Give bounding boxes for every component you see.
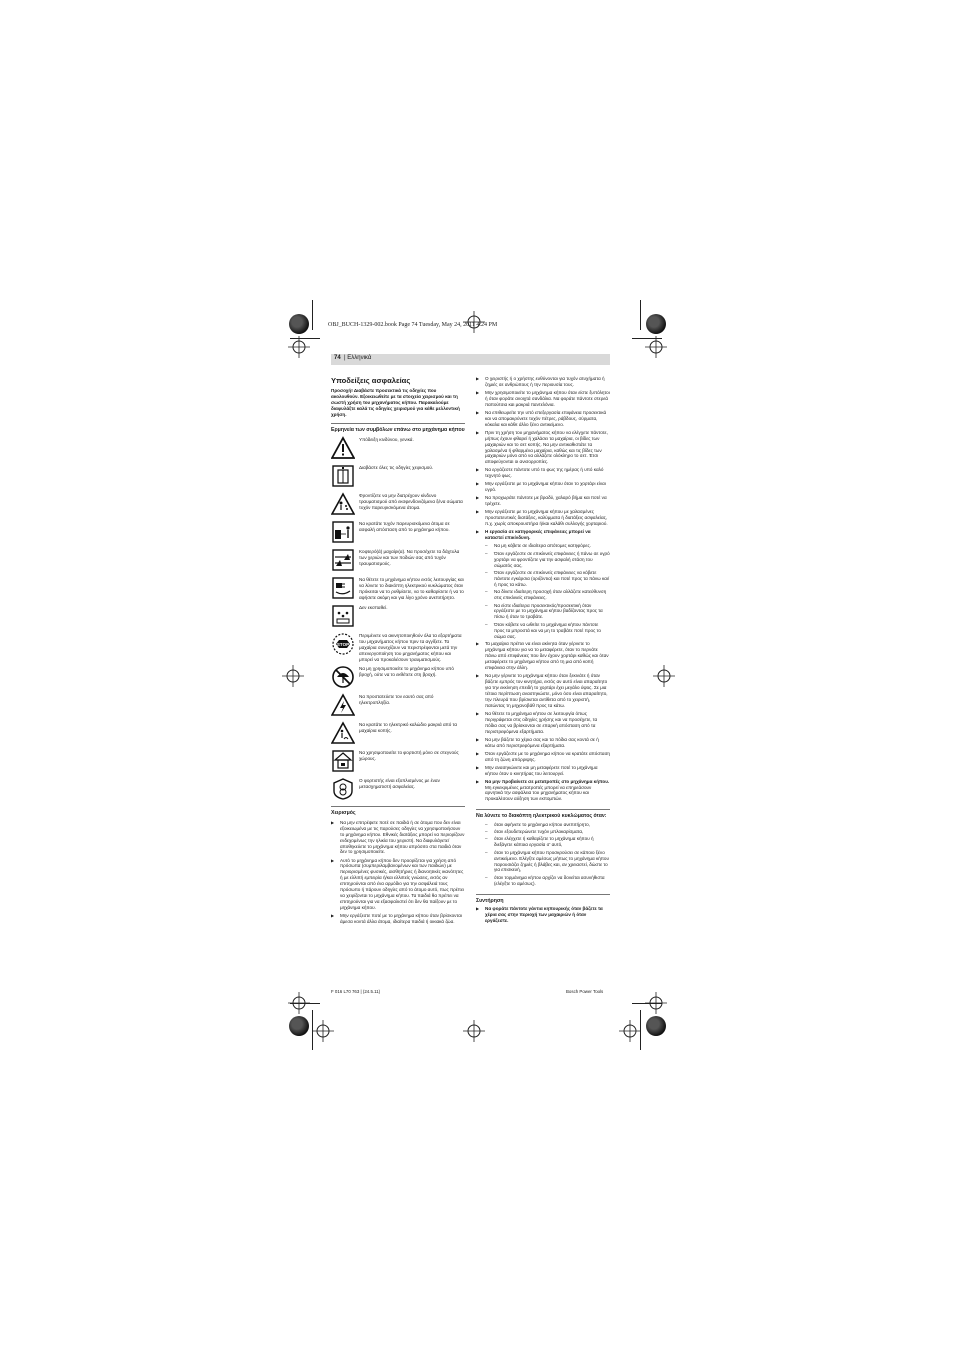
operation-item xyxy=(476,509,610,527)
dash-marker: – xyxy=(485,874,488,880)
symbol-description: Δεν εκσπαθεί. xyxy=(359,604,388,610)
handling-list xyxy=(331,820,465,925)
footer-code: F 016 L70 763 | (24.5.11) xyxy=(331,989,381,994)
page-header xyxy=(331,354,610,365)
symbol-description: Περιμένετε να ακινητοποιηθούν όλα τα εξαρτήματα του μηχανήματος κήπου πριν τα αγγίξετε. Τα μαχαίρια συνεχίζουν να περιστρέφονται μετά την απενεργοποίηση του μηχανήματος κήπου και μπορεί να προκαλέσουν τραυματισμούς. xyxy=(359,632,462,662)
footer-brand: Bosch Power Tools xyxy=(566,989,604,994)
page-number: 74 xyxy=(334,355,341,361)
slope-list xyxy=(476,543,610,639)
bullet-arrow-icon: ▶ xyxy=(476,481,480,487)
bullet-text: Να επιθεωρείτε την υπό επεξεργασία επιφάνεια προσεκτικά και να απομακρύνετε τυχόν πέτρες, ράβδους, σύρματα, κόκαλα και κάθε άλλο ξένο αντικείμενο. xyxy=(485,409,607,427)
switch-item xyxy=(485,875,610,887)
bullet-arrow-icon: ▶ xyxy=(476,376,480,381)
keep-distance-icon xyxy=(331,520,355,544)
no-rain-icon xyxy=(331,604,355,628)
dash-marker: – xyxy=(485,621,488,627)
bullet-text: Μην εργάζεστε με το μηχάνημα κήπου με χαλασμένες προστατευτικές διατάξεις, καλύμματα ή διατάξεις ασφαλείας, π.χ. χωρίς αποκρουστήρα ή/και καλάθι συλλογής χορταριού. xyxy=(485,509,608,527)
umbrella-icon xyxy=(331,665,355,689)
bullet-text: Μην ανασηκώνετε και μη μεταφέρετε ποτέ το μηχάνημα κήπου όταν ο κινητήρας του λειτουργεί. xyxy=(485,764,598,776)
registration-crosshair-icon xyxy=(645,992,667,1014)
safety-intro: Προσοχή! Διαβάστε προσεκτικά τις οδηγίες που ακολουθούν. Εξοικειωθείτε με τα στοιχεία χειρισμού και τη σωστή χρήση του μηχανήματος κήπου. Παρακαλούμε διαφυλάξτε καλά τις οδηγίες χειρισμού για κάθε μελλοντική χρήση. xyxy=(331,388,460,417)
bullet-text: Να φοράτε πάντοτε γάντια κηπουρικής όταν βάζετε τα χέρια σας στην περιοχή των μαχαιριών ή όταν εργάζεστε. xyxy=(485,906,603,923)
switch-item xyxy=(485,822,610,828)
bullet-text: Ο χειριστής ή ο χρήστης ευθύνονται για τυχόν ατυχήματα ή ζημιές σε ανθρώπους ή την περιουσία τους. xyxy=(485,376,605,387)
registration-crosshair-icon xyxy=(645,336,667,358)
registration-crosshair-icon xyxy=(288,992,310,1014)
bullet-text: Η εργασία σε κατηφορικές επιφάνειες μπορεί να καταστεί επικίνδυνη. xyxy=(485,529,591,541)
symbol-description: Φροντίζετε να μην διατρέχουν κίνδυνο τραυματισμού από εκσφενδονιζόμενα ξένα σώματα τυχόν παρευρισκόμενα άτομα. xyxy=(359,492,463,510)
bullet-arrow-icon: ▶ xyxy=(476,390,480,395)
switch-item xyxy=(485,836,610,848)
registration-crosshair-icon xyxy=(312,1020,334,1042)
operation-item xyxy=(476,467,610,479)
symbol-row xyxy=(331,721,465,746)
bullet-text: Αυτό το μηχάνημα κήπου δεν προορίζεται για χρήση από πρόσωπα (συμπεριλαμβανομένων και των παιδιών) με περιορισμένες φυσικές, αισθητήριες ή διανοητικές ικανότητες ή με ελλιπή εμπειρία ή/και ελλιπείς γνώσεις, εκτός αν επιτηρούνται από ένα αρμόδιο για την ασφάλειά τους πρόσωπο ή πάρουν οδηγίες από το άτομο αυτό, πως πρέπει να χειρίζονται το μηχάνημα κήπου. Τα παιδιά θα πρέπει να επιτηρούνται για να εξασφαλιστεί ότι δεν θα παίξουν με το μηχάνημα κήπου. xyxy=(340,857,465,910)
dash-marker: – xyxy=(485,821,488,827)
operation-item xyxy=(476,410,610,428)
crop-mark xyxy=(312,300,313,330)
slope-item xyxy=(485,589,610,601)
bullet-text: Να μην γέρνετε το μηχάνημα κήπου όταν ξεκινάτε ή όταν βάζετε εμπρός τον κινητήρα, εκτός αν αυτό είναι απαραίτητο για την εκκίνηση επειδή το χορτάρι έχει μεγάλο ύψος. Σε μια τέτοια περίπτωση αναστηκώστε, μόνο όσο είναι απαραίτητο, την πλευρά που βρίσκεται αντίθετα από το χειριστή, πατώντας τη μηχανοβάθ προς τα κάτω. xyxy=(485,673,608,708)
registration-crosshair-icon xyxy=(619,1020,641,1042)
symbol-description: Διαβάστε όλες τις οδηγίες χειρισμού. xyxy=(359,464,434,470)
operation-item xyxy=(476,481,610,493)
symbol-description: Να κρατάτε τυχόν παρευρισκόμενα άτομα σε ασφαλή απόσταση από το μηχάνημα κήπου. xyxy=(359,520,450,532)
thrown-objects-icon xyxy=(331,492,355,516)
operation-item xyxy=(476,673,610,708)
maintenance-list xyxy=(476,906,610,924)
bullet-arrow-icon: ▶ xyxy=(331,857,335,863)
dash-text: Να δίνετε ιδιαίτερη προσοχή όταν αλλάζετε κατεύθυνση στις επικλινείς επιφάνειες. xyxy=(494,589,607,601)
operation-item xyxy=(476,430,610,465)
bullet-arrow-icon: ▶ xyxy=(476,736,480,742)
symbol-description: Υπόδειξη κινδύνου, γενικά. xyxy=(359,436,414,442)
operation-item xyxy=(476,711,610,735)
dash-text: όταν το μηχάνημα κήπου προσκρούσει σε κάποιο ξένο αντικείμενο. Ελέγξτε αμέσως μήπως το μηχάνημα κήπου παρουσιάζει ζημιές ή βλάβες και, αν χρειαστεί, δώστε το για επισκευή, xyxy=(494,849,609,873)
operation-item xyxy=(476,529,610,541)
sharp-blades-icon xyxy=(331,548,355,572)
symbol-row xyxy=(331,665,465,690)
dash-text: όταν τορμάνημα κήπου αρχίζει να δονείται ασυνήθιστα (ελέγξτε το αμέσως). xyxy=(494,874,605,886)
bullet-arrow-icon: ▶ xyxy=(476,529,480,535)
dash-text: Να είστε ιδιαίτερα προσεκτικός/προσεκτική όταν εργάζεστε με το μηχάνημα κήπου βαδίζοντας προς τα πίσω ή όταν το τραβάτε. xyxy=(494,602,603,620)
warning-triangle-icon xyxy=(331,436,355,460)
operation-item xyxy=(476,495,610,507)
bullet-arrow-icon: ▶ xyxy=(476,906,480,912)
handling-item xyxy=(331,820,465,855)
handling-item xyxy=(331,858,465,911)
bullet-arrow-icon: ▶ xyxy=(476,778,480,784)
registration-crosshair-icon xyxy=(463,1020,485,1042)
switch-heading: Να λύνετε το διακόπτη ηλεκτρικού κυκλώματος όταν: xyxy=(476,809,610,819)
page-language: | Ελληνικά xyxy=(344,355,372,361)
symbol-row xyxy=(331,632,465,663)
switch-list xyxy=(476,822,610,887)
bullet-arrow-icon: ▶ xyxy=(476,467,480,473)
bullet-text: Να θέτετε το μηχάνημα κήπου σε λειτουργία όπως περιγράφεται στις οδηγίες χρήσης και να προσέχετε, τα πόδια σας να βρίσκονται σε επαρκή απόσταση από τα περιστρεφόμενα εξαρτήματα. xyxy=(485,710,598,734)
symbol-row xyxy=(331,777,465,802)
dash-text: όταν αφήνετε το μηχάνημα κήπου ανεπιτήρητο, xyxy=(494,821,590,827)
bullet-text: Να εργάζεστε πάντοτε υπό το φως της ημέρας ή υπό καλό τεχνητό φως. xyxy=(485,467,604,479)
switch-item xyxy=(485,850,610,874)
bullet-arrow-icon: ▶ xyxy=(476,764,480,770)
stop-rotation-icon xyxy=(331,632,355,656)
unplug-icon xyxy=(331,576,355,600)
symbol-row xyxy=(331,548,465,573)
registration-crosshair-icon xyxy=(288,336,310,358)
slope-item xyxy=(485,622,610,640)
crop-mark xyxy=(640,300,641,330)
bullet-arrow-icon: ▶ xyxy=(476,641,480,647)
cable-away-icon xyxy=(331,721,355,745)
right-column xyxy=(476,376,610,926)
switch-item xyxy=(485,829,610,835)
maintenance-item xyxy=(476,906,610,924)
symbol-row xyxy=(331,749,465,774)
bullet-arrow-icon: ▶ xyxy=(476,429,480,435)
symbol-row xyxy=(331,492,465,517)
dash-marker: – xyxy=(485,602,488,608)
slope-item xyxy=(485,603,610,621)
dash-marker: – xyxy=(485,849,488,855)
symbol-description: Να κρατάτε το ηλεκτρικό καλώδιο μακριά από τα μαχαίρια κοπής. xyxy=(359,722,458,734)
operation-item xyxy=(476,641,610,671)
bullet-arrow-icon: ▶ xyxy=(331,912,335,918)
symbol-description: Ο φορτιστής είναι εξοπλισμένος με έναν μετασχηματιστή ασφαλείας. xyxy=(359,778,440,790)
symbols-list xyxy=(331,436,465,803)
bullet-arrow-icon: ▶ xyxy=(476,409,480,415)
bullet-text: Μην εργάζεστε με το μηχάνημα κήπου όταν το χορτάρι είναι υγρό. xyxy=(485,481,606,493)
dash-text: όταν ελέγχετε ή καθαρίζετε το μηχάνημα κήπου ή διεξάγετε κάποια εργασία σ' αυτό, xyxy=(494,836,594,848)
bullet-arrow-icon: ▶ xyxy=(331,819,335,825)
dash-marker: – xyxy=(485,829,488,835)
dash-text: Όταν εργάζεστε σε επικλινείς επιφάνειες να κόβετε πάντοτε εγκάρσια (οριζόντια) και ποτέ προς τα πάνω και/ή προς τα κάτω. xyxy=(494,569,610,587)
dash-marker: – xyxy=(485,550,488,556)
bullet-text: Μην χρησιμοποιείτε το μηχάνημα κήπου όταν είστε ξυπόλητοι ή όταν φοράτε ανοιχτά σανδάλια. Να φοράτε πάντοτε στερεά παπούτσια και μακριά παντελόνια. xyxy=(485,390,610,407)
operation-item xyxy=(476,376,610,388)
indoor-charge-icon xyxy=(331,749,355,773)
svg-text:STOP: STOP xyxy=(336,641,350,647)
dash-marker: – xyxy=(485,569,488,575)
handling-item xyxy=(331,913,465,925)
left-column xyxy=(331,376,465,927)
operation-list-continued xyxy=(476,641,610,802)
bullet-text: Να μην επιτρέψετε ποτέ σε παιδιά ή σε άτομα που δεν είναι εξοικειωμένα με τις παρούσες οδηγίες να χρησιμοποιήσουν το μηχάνημα κήπου. Εθνικές διατάξεις μπορεί να περιορίζουν ενδεχομένως την ηλικία του χειριστή. Να διαφυλάγετε/αποθηκεύετε το μηχάνημα κήπου απρόσιτο στα παιδιά όταν δεν το χρησιμοποιείτε. xyxy=(340,819,465,855)
dash-marker: – xyxy=(485,543,488,549)
read-manual-icon xyxy=(331,464,355,488)
bullet-arrow-icon: ▶ xyxy=(476,673,480,679)
registration-dot xyxy=(289,314,309,334)
symbols-heading: Ερμηνεία των συμβόλων επάνω στο μηχάνημα κήπου xyxy=(331,423,465,433)
maintenance-heading: Συντήρηση xyxy=(476,894,610,904)
operation-item xyxy=(476,737,610,749)
bullet-text: Να προχωράτε πάντοτε με βραδύ, χαλαρό βήμα και ποτέ να τρέχετε. xyxy=(485,495,607,507)
operation-item xyxy=(476,765,610,777)
bullet-text: Μην εργάζεστε ποτέ με το μηχάνημα κήπου όταν βρίσκονται άμεσα κοντά άλλα άτομα, ιδιαίτερα παιδιά ή οικιακά ζώα. xyxy=(340,912,462,924)
symbol-row xyxy=(331,436,465,461)
bullet-text: Να μην βάζετε τα χέρια σας και τα πόδια σας κοντά σε ή κάτω από περιστρεφόμενα εξαρτήματα. xyxy=(485,736,599,748)
symbol-row xyxy=(331,604,465,629)
bullet-arrow-icon: ▶ xyxy=(476,495,480,501)
slope-item xyxy=(485,551,610,569)
proof-header: OBJ_BUCH-1329-002.book Page 74 Tuesday, May 24, 2011 4:24 PM xyxy=(328,322,498,328)
symbol-row xyxy=(331,693,465,718)
dash-text: Όταν κόβετε να ωθείτε το μηχάνημα κήπου πάντοτε προς τα μπροστά και να μη το τραβάτε ποτέ προς το σώμα σας. xyxy=(494,621,601,639)
double-insulation-icon xyxy=(331,777,355,801)
bullet-arrow-icon: ▶ xyxy=(476,509,480,515)
bullet-arrow-icon: ▶ xyxy=(476,710,480,716)
page-title: Υποδείξεις ασφαλείας xyxy=(331,376,411,385)
dash-text: Να μη κόβετε σε ιδιαίτερα απότομες κατηφόρες. xyxy=(494,543,591,549)
operation-list xyxy=(476,376,610,541)
symbol-description: Να θέτετε το μηχάνημα κήπου εκτός λειτουργίας και να λύνετε το διακόπτη ηλεκτρικού κυκλώματος όταν πρόκειται να το ρυθμίσετε, να το καθαρίσετε ή να το αφήσετε ακόμη και για λίγο χρόνο ανεπιτήρητο. xyxy=(359,576,464,600)
bullet-text: Τα μαχαίρια πρέπει να είναι ακίνητα όταν γέρνετε το μηχάνημα κήπου για να το μεταφέρετε, όταν το περνάτε πάνω από επιφάνειες που δεν έχουν χορτάρι καθώς και όταν μεταφέρετε το μηχάνημα κήπου από τη μια από κοπή επιφάνεια στην άλλη. xyxy=(485,641,609,671)
registration-dot xyxy=(646,314,666,334)
operation-item xyxy=(476,390,610,408)
bullet-text: Να μην προβαίνετε σε μετατροπές στο μηχάνημα κήπου. Μη εγκεκριμένες μετατροπές μπορεί να επηρεάσουν αρνητικά την ασφάλεια του μηχανήματος κήπου και προκαλέσουν αύξηση των εκπομπών. xyxy=(485,778,610,802)
dash-text: Όταν εργάζεστε σε επικλινείς επιφάνειες ή πάνω σε υγρό χορτάρι να φροντίζετε για την ασφαλή στάση του σώματός σας. xyxy=(494,550,610,568)
registration-dot xyxy=(646,1016,666,1036)
registration-crosshair-icon xyxy=(282,665,304,687)
dash-text: όταν εξουδετερώνετε τυχόν μπλοκαρίσματα, xyxy=(494,829,584,835)
dash-marker: – xyxy=(485,589,488,595)
dash-marker: – xyxy=(485,836,488,842)
slope-item xyxy=(485,570,610,588)
slope-item xyxy=(485,543,610,549)
electric-shock-icon xyxy=(331,693,355,717)
operation-item xyxy=(476,751,610,763)
symbol-row xyxy=(331,576,465,601)
registration-crosshair-icon xyxy=(653,665,675,687)
handling-heading: Χειρισμός xyxy=(331,806,465,816)
bullet-arrow-icon: ▶ xyxy=(476,750,480,756)
bullet-text: Πριν τη χρήση του μηχανήματος κήπου να ελέγχετε πάντοτε, μήπως έχουν φθαρεί ή χαλάσει τα μαχαίρια, οι βίδες των μαχαιριών και το σετ κοπής. Να μην αντικαθιστάτε τα χαλασμένα ή φθαρμένα μαχαίρια, καθώς και τις βίδες των μαχαιριών μόνο από να αλλάζετε ολόκληρο το σετ. Έτσι αποφεύγονται οι ανισορροπίες. xyxy=(485,429,608,465)
symbol-description: Να μη χρησιμοποιείτε το μηχάνημα κήπου υπό βροχή, ούτε να το εκθέτετε στη βροχή. xyxy=(359,666,454,678)
symbol-row xyxy=(331,520,465,545)
symbol-description: Να προστατεύετε τον εαυτό σας από ηλεκτροπληξία. xyxy=(359,694,434,706)
registration-dot xyxy=(289,1016,309,1036)
operation-item xyxy=(476,779,610,803)
symbol-description: Κοφτερό(ά) μαχαίρι(α). Να προσέχετε τα δάχτυλα των χεριών και των ποδιών σας από τυχόν τραυματισμούς. xyxy=(359,548,460,566)
bullet-text: Όταν εργάζεστε με το μηχάνημα κήπου να κρατάτε απόσταση από τη ζώνη απόρριψης. xyxy=(485,750,610,762)
symbol-row xyxy=(331,464,465,489)
symbol-description: Να χρησιμοποιείτε το φορτιστή μόνο σε στεγνούς χώρους. xyxy=(359,750,459,762)
